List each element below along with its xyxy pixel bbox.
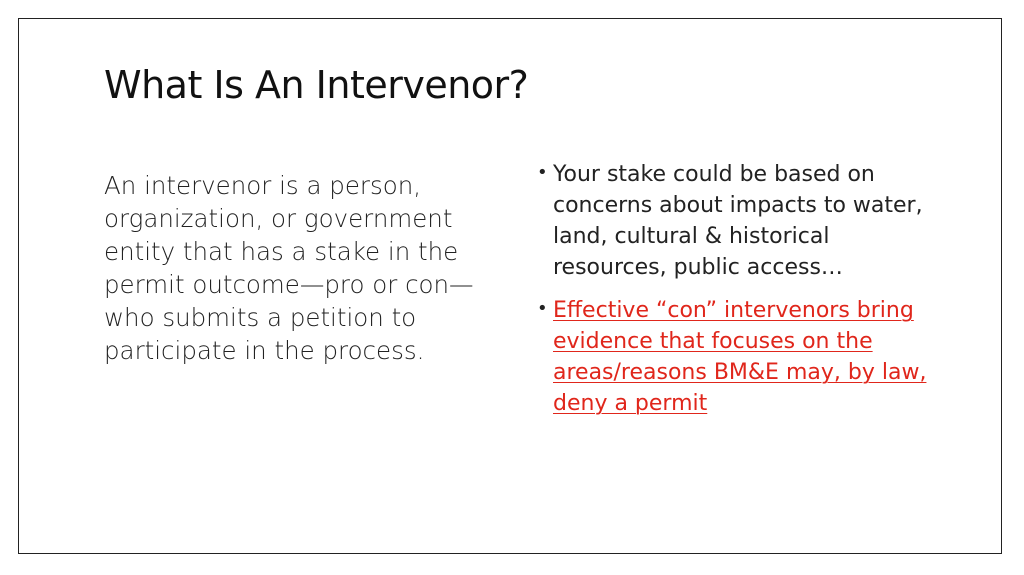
bullet-icon: • <box>537 162 548 183</box>
definition-block <box>104 169 504 367</box>
bullet-item-stake <box>537 159 937 283</box>
slide-title: What Is An Intervenor? <box>104 63 529 107</box>
bullet-text-stake: Your stake could be based on concerns about impacts to water, land, cultural & historical resources, public access… <box>553 162 923 280</box>
bullet-item-effective-intervenors <box>537 295 937 419</box>
bullet-icon: • <box>537 298 548 319</box>
definition-text: An intervenor is a person, organization, or government entity that has a stake in the permit outcome—pro or con—who submits a petition to participate in the process. <box>104 171 474 365</box>
slide <box>18 18 1002 554</box>
effective-intervenors-link[interactable]: Effective “con” intervenors bring evidence that focuses on the areas/reasons BM&E may, by law, deny a permit <box>553 298 927 416</box>
bullet-list <box>537 159 937 431</box>
